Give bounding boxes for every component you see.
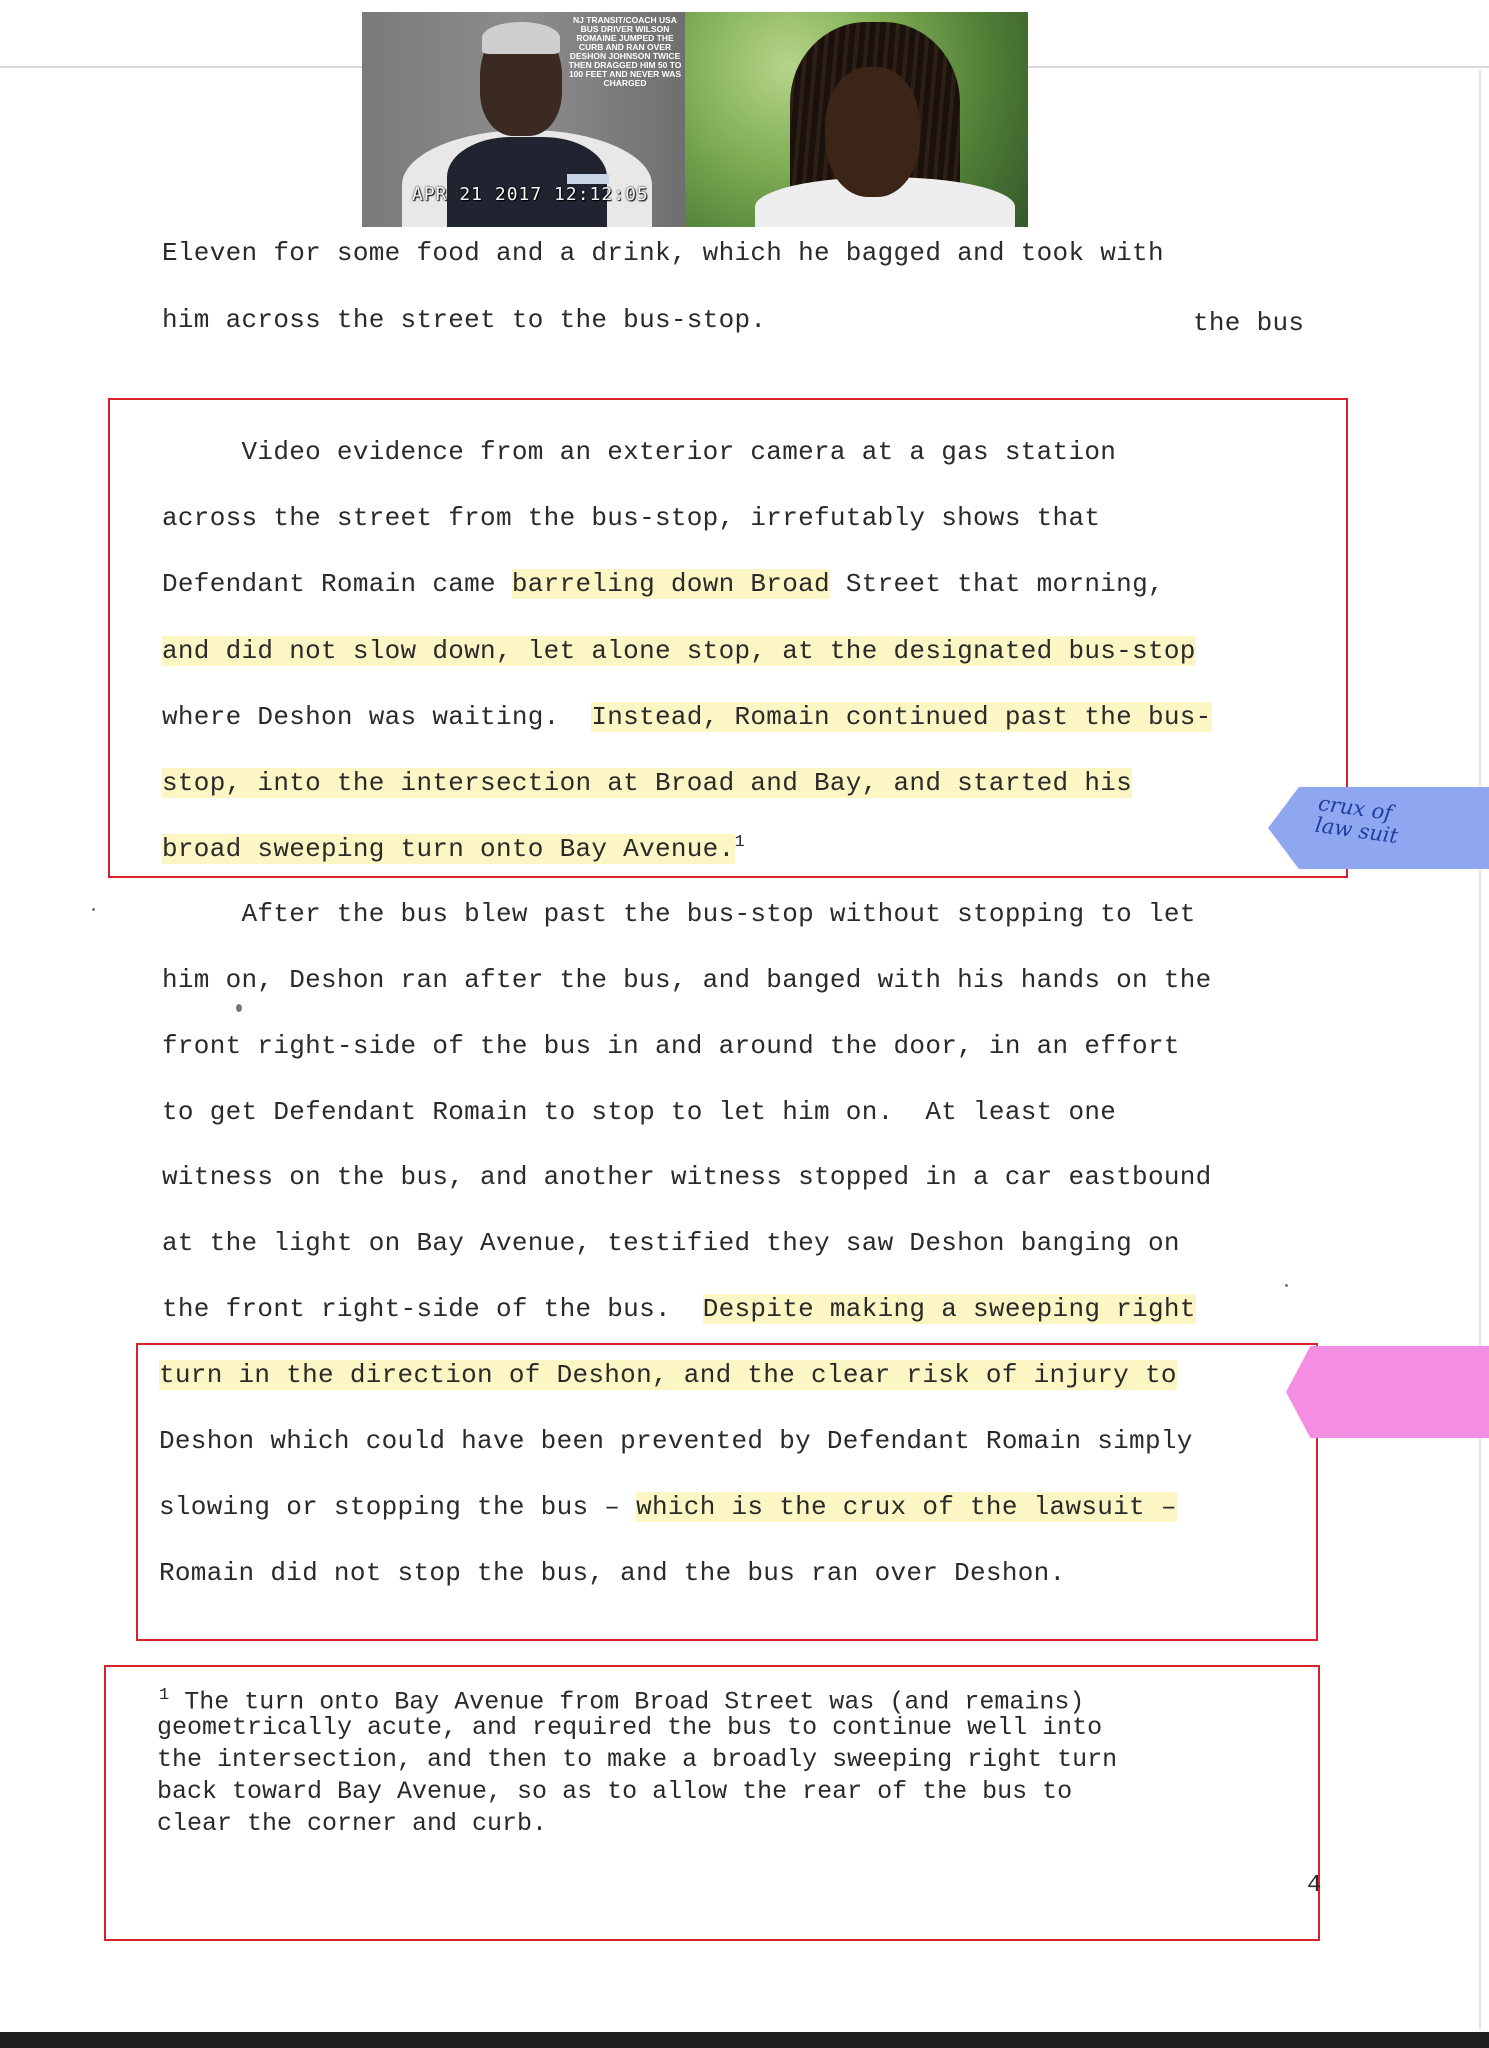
- body-line: him across the street to the bus-stop.: [162, 305, 767, 335]
- highlighted-text: which is the crux of the lawsuit –: [636, 1492, 1177, 1522]
- body-line: [162, 833, 745, 864]
- scan-speck: [92, 908, 95, 911]
- body-line: him on, Deshon ran after the bus, and banged with his hands on the: [162, 965, 1212, 995]
- highlighted-text: Despite making a sweeping right: [702, 1294, 1196, 1324]
- body-line: where Deshon was waiting. Instead, Romain continued past the bus-: [162, 702, 1212, 732]
- highlighted-text: turn in the direction of Deshon: [159, 1360, 652, 1390]
- footnote-line: the intersection, and then to make a broadly sweeping right turn: [157, 1745, 1118, 1774]
- video-timestamp: APR 21 2017 12:12:05: [412, 184, 649, 205]
- sticky-note-text: crux of law suit: [1313, 791, 1400, 849]
- body-line: at the light on Bay Avenue, testified they saw Deshon banging on: [162, 1228, 1180, 1258]
- body-line: Video evidence from an exterior camera at a gas station: [162, 437, 1117, 467]
- body-line: After the bus blew past the bus-stop without stopping to let: [162, 899, 1196, 929]
- page-number: 4: [1307, 1872, 1322, 1899]
- highlighted-text: broad sweeping turn onto Bay Avenue.: [162, 833, 735, 864]
- body-line: the bus: [1193, 308, 1305, 338]
- footnote-line: back toward Bay Avenue, so as to allow the rear of the bus to: [157, 1777, 1073, 1806]
- body-line: witness on the bus, and another witness stopped in a car eastbound: [162, 1162, 1212, 1192]
- body-line: slowing or stopping the bus – which is the crux of the lawsuit –: [159, 1492, 1177, 1522]
- scan-speck: [1285, 1284, 1288, 1287]
- body-line: [162, 768, 1132, 798]
- highlighted-text: barreling down Broad: [511, 569, 830, 599]
- body-line: the front right-side of the bus. Despite making a sweeping right: [162, 1294, 1196, 1324]
- highlighted-text: stop, into the intersection at Broad and Bay, and started his: [162, 768, 1133, 798]
- scan-border: [0, 2032, 1489, 2048]
- footnote: $^1$ The turn onto Bay Avenue from Broad Street was (and remains): [159, 1686, 1085, 1717]
- footnote-marker: 1: [159, 1686, 170, 1705]
- body-line: to get Defendant Romain to stop to let him on. At least one: [162, 1097, 1117, 1127]
- body-line: Eleven for some food and a drink, which he bagged and took with: [162, 238, 1164, 268]
- highlighted-text: Instead, Romain continued past the bus-: [591, 702, 1212, 732]
- footnote-ref[interactable]: 1: [734, 833, 746, 852]
- body-line: front right-side of the bus in and around the door, in an effort: [162, 1031, 1180, 1061]
- page-edge-right: [1479, 70, 1481, 2030]
- footnote-line: clear the corner and curb.: [157, 1809, 548, 1838]
- scan-speck: [236, 1004, 242, 1012]
- body-line: and did not slow down, let alone stop, at the designated bus-stop: [162, 636, 1196, 666]
- highlighted-text: and did not slow down: [162, 636, 496, 666]
- body-line: Deshon which could have been prevented by Defendant Romain simply: [159, 1426, 1193, 1456]
- victim-photo: [685, 12, 1028, 227]
- body-line: Defendant Romain came barreling down Broad Street that morning,: [162, 569, 1164, 599]
- sticky-note-pink: [1286, 1346, 1489, 1438]
- body-line: turn in the direction of Deshon, and the clear risk of injury to: [159, 1360, 1177, 1390]
- photo-caption: NJ TRANSIT/COACH USA BUS DRIVER WILSON ROMAINE JUMPED THE CURB AND RAN OVER DESHON JOHNSON TWICE THEN DRAGGED HIM 50 TO 100 FEET AND NEVER WAS CHARGED: [568, 15, 682, 88]
- body-line: across the street from the bus-stop, irrefutably shows that: [162, 503, 1101, 533]
- body-line: Romain did not stop the bus, and the bus ran over Deshon.: [159, 1558, 1066, 1588]
- footnote-line: geometrically acute, and required the bus to continue well into: [157, 1713, 1103, 1742]
- bus-driver-photo: [362, 12, 685, 227]
